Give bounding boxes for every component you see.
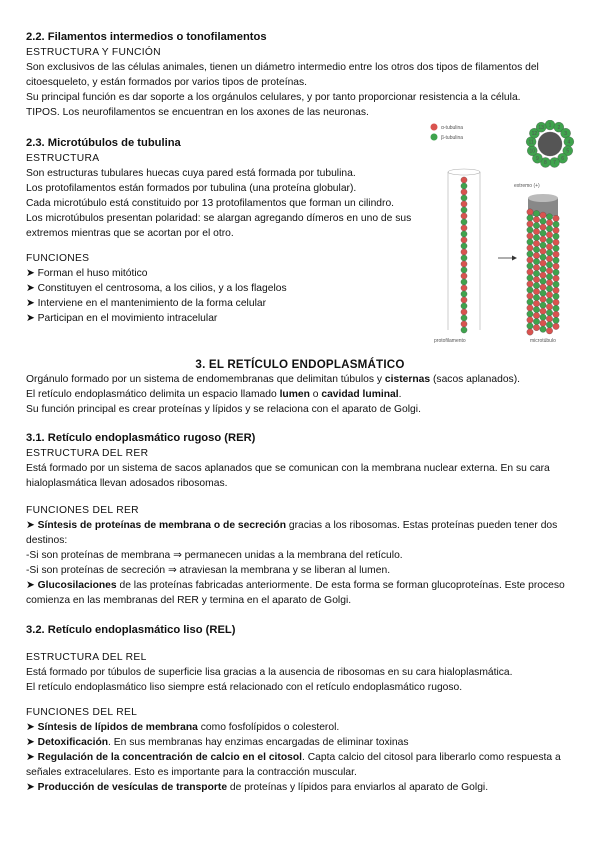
tubulin-dimer [546, 262, 552, 268]
tubulin-dimer [533, 228, 539, 234]
tubulin-dimer [546, 232, 552, 238]
ring-number: 5 [566, 148, 570, 155]
ring-number: 6 [561, 155, 564, 162]
tubulin-dimer [546, 238, 552, 244]
protofilament-subunit [461, 183, 467, 189]
tubulin-dimer [546, 304, 552, 310]
tubulin-dimer [533, 300, 539, 306]
paragraph: Está formado por un sistema de sacos aplanados que se comunican con la membrana nuclear externa. En su cara hialoplasmática llevan adosados ribosomas. [26, 463, 550, 489]
section-2-3 [26, 136, 426, 326]
tubulin-dimer [540, 236, 546, 242]
tubulin-dimer [533, 282, 539, 288]
tubulin-dimer [533, 240, 539, 246]
protofilament-column [448, 169, 480, 333]
tubulin-dimer [540, 230, 546, 236]
tubulin-dimer [540, 218, 546, 224]
protofilament-subunit [461, 213, 467, 219]
protofilament-subunit [461, 249, 467, 255]
ring-number: 9 [536, 155, 539, 162]
tubulin-dimer [546, 256, 552, 262]
tubulin-dimer [527, 233, 533, 239]
tubulin-dimer [553, 239, 559, 245]
section-subtitle: ESTRUCTURA Y FUNCIÓN [26, 47, 161, 58]
microtubule-cylinder [527, 194, 559, 335]
tubulin-dimer [533, 270, 539, 276]
tubulin-dimer [527, 305, 533, 311]
tubulin-dimer [553, 221, 559, 227]
tubulin-dimer [533, 246, 539, 252]
functions-title: FUNCIONES [26, 253, 90, 264]
list-item: ➤ Interviene en el mantenimiento de la forma celular [26, 296, 426, 311]
tubulin-dimer [546, 292, 552, 298]
ring-number: 8 [544, 160, 547, 167]
paragraph: Su función principal es crear proteínas y lípidos y se relaciona con el aparato de Golgi. [26, 404, 421, 415]
list-item: ➤ Detoxificación. En sus membranas hay enzimas encargadas de eliminar toxinas [26, 735, 574, 750]
ring-number: 10 [529, 148, 536, 155]
tubulin-dimer [533, 312, 539, 318]
tubulin-dimer [527, 209, 533, 215]
tubulin-dimer [546, 298, 552, 304]
tubulin-dimer [540, 302, 546, 308]
tubulin-dimer [533, 258, 539, 264]
chapter-title: 3. EL RETÍCULO ENDOPLASMÁTICO [195, 358, 405, 371]
list-item: ➤ Constituyen el centrosoma, a los cilios, y a los flagelos [26, 281, 426, 296]
tubulin-dimer [527, 329, 533, 335]
section-subtitle: ESTRUCTURA DEL RER [26, 448, 149, 459]
tubulin-dimer [546, 280, 552, 286]
ring-number: 7 [553, 160, 556, 167]
protofilament-subunit [461, 207, 467, 213]
tubulin-dimer [546, 244, 552, 250]
tubulin-dimer [546, 322, 552, 328]
ring-number: 13 [538, 124, 544, 131]
tubulin-dimer [533, 276, 539, 282]
legend-alpha-label: α-tubulina [441, 125, 464, 131]
tubulin-dimer [540, 248, 546, 254]
protofilament-subunit [461, 201, 467, 207]
section-title: 3.1. Retículo endoplasmático rugoso (RER) [26, 432, 256, 444]
tubulin-dimer [540, 266, 546, 272]
section-3-2 [26, 623, 574, 795]
paragraph: -Si son proteínas de membrana ⇒ permanecen unidas a la membrana del retículo. [26, 550, 403, 561]
tubulin-dimer [533, 294, 539, 300]
tubulin-dimer [553, 305, 559, 311]
protofilament-subunit [461, 327, 467, 333]
tubulin-dimer [540, 296, 546, 302]
protofilament-subunit [461, 285, 467, 291]
protofilament-subunit [461, 321, 467, 327]
tubulin-dimer [546, 316, 552, 322]
tubulin-dimer [527, 287, 533, 293]
tubulin-dimer [546, 214, 552, 220]
protofilament-subunit [461, 237, 467, 243]
ring-number: 1 [548, 122, 552, 129]
protofilament-subunit [461, 279, 467, 285]
plus-end-label: extremo (+) [514, 183, 540, 189]
tubulin-dimer [546, 286, 552, 292]
tubulin-dimer [533, 324, 539, 330]
microtubule-illustration [428, 120, 578, 346]
protofilament-subunit [461, 219, 467, 225]
paragraph: Son exclusivos de las células animales, tienen un diámetro intermedio entre los otros dos tipos de filamentos del citoesqueleto, y están formados por varios tipos de proteínas. [26, 62, 539, 88]
beta-tubulin-legend-icon [431, 134, 438, 141]
list-item: ➤ Forman el huso mitótico [26, 266, 426, 281]
tubulin-dimer [527, 281, 533, 287]
tubulin-dimer [540, 278, 546, 284]
tubulin-dimer [546, 274, 552, 280]
protofilament-subunit [461, 243, 467, 249]
ring-number: 2 [557, 124, 561, 131]
tubulin-dimer [540, 284, 546, 290]
tubulin-dimer [553, 281, 559, 287]
protofilament-subunit [461, 267, 467, 273]
tubulin-dimer [553, 245, 559, 251]
tubulin-dimer [553, 269, 559, 275]
list-item: ➤ Glucosilaciones de las proteínas fabricadas anteriormente. De esta forma se forman glucoproteínas. Este proceso comienza en las membranas del RER y termina en el aparato de Golgi. [26, 578, 574, 608]
protofilament-subunit [461, 255, 467, 261]
protofilament-subunit [461, 225, 467, 231]
list-item: ➤ Regulación de la concentración de calcio en el citosol. Capta calcio del citosol para liberarlo como respuesta a señales extracelulares. Esto es importante para la contracción muscular. [26, 750, 574, 780]
tubulin-dimer [533, 252, 539, 258]
tubulin-dimer [527, 299, 533, 305]
tubulin-dimer [546, 328, 552, 334]
paragraph: Los protofilamentos están formados por tubulina (una proteína globular). [26, 183, 357, 194]
tubulin-dimer [527, 317, 533, 323]
list-item: ➤ Síntesis de proteínas de membrana o de secreción gracias a los ribosomas. Estas proteínas pueden tener dos destinos: [26, 518, 574, 548]
list-item: ➤ Síntesis de lípidos de membrana como fosfolípidos o colesterol. [26, 720, 574, 735]
tubulin-dimer [540, 260, 546, 266]
paragraph: Cada microtúbulo está constituido por 13 protofilamentos que forman un cilindro. [26, 198, 395, 209]
paragraph: Está formado por túbulos de superficie lisa gracias a la ausencia de ribosomas en su cara hialoplasmática. [26, 667, 513, 678]
paragraph: El retículo endoplasmático liso siempre está relacionado con el retículo endoplasmático rugoso. [26, 682, 463, 693]
tubulin-dimer [533, 222, 539, 228]
protofilament-subunit [461, 189, 467, 195]
tubulin-dimer [527, 215, 533, 221]
tubulin-dimer [540, 326, 546, 332]
tubulin-dimer [533, 216, 539, 222]
tubulin-dimer [540, 308, 546, 314]
protofilament-subunit [461, 261, 467, 267]
tubulin-dimer [527, 293, 533, 299]
tubulin-dimer [533, 234, 539, 240]
tubulin-dimer [533, 306, 539, 312]
section-2-2 [26, 30, 574, 120]
tubulin-dimer [533, 264, 539, 270]
tubulin-dimer [527, 275, 533, 281]
tubulin-dimer [553, 317, 559, 323]
section-3 [26, 357, 574, 417]
tubulin-dimer [527, 269, 533, 275]
tubulin-dimer [553, 263, 559, 269]
tubulin-dimer [540, 242, 546, 248]
protofilament-subunit [461, 195, 467, 201]
paragraph: TIPOS. Los neurofilamentos se encuentran en los axones de las neuronas. [26, 107, 369, 118]
tubulin-dimer [553, 323, 559, 329]
tubulin-dimer [546, 220, 552, 226]
tubulin-dimer [546, 310, 552, 316]
tubulin-dimer [546, 268, 552, 274]
paragraph: El retículo endoplasmático delimita un espacio llamado lumen o cavidad luminal. [26, 389, 402, 400]
section-title: 3.2. Retículo endoplasmático liso (REL) [26, 624, 236, 636]
tubulin-dimer [527, 257, 533, 263]
tubulin-dimer [553, 251, 559, 257]
functions-title: FUNCIONES DEL REL [26, 707, 138, 718]
tubulin-dimer [553, 311, 559, 317]
tubulin-dimer [553, 215, 559, 221]
tubulin-dimer [553, 287, 559, 293]
arrow-head-icon [512, 256, 517, 261]
tubulin-dimer [540, 224, 546, 230]
tubulin-dimer [540, 272, 546, 278]
tubulin-dimer [533, 288, 539, 294]
microtubule-label: microtúbulo [530, 338, 556, 344]
paragraph: Los microtúbulos presentan polaridad: se alargan agregando dímeros en uno de sus extremos mientras que se acortan por el otro. [26, 213, 412, 239]
list-item: ➤ Producción de vesículas de transporte de proteínas y lípidos para enviarlos al aparato de Golgi. [26, 780, 574, 795]
legend-beta-label: β-tubulina [441, 135, 464, 141]
section-3-1 [26, 431, 574, 608]
microtubule-figure [428, 120, 578, 346]
section-title: 2.2. Filamentos intermedios o tonofilamentos [26, 31, 267, 43]
ring-number: 11 [528, 139, 534, 146]
protofilament-subunit [461, 273, 467, 279]
tubulin-dimer [553, 227, 559, 233]
protofilament-subunit [461, 315, 467, 321]
tubulin-dimer [546, 226, 552, 232]
list-item: ➤ Participan en el movimiento intracelular [26, 311, 426, 326]
tubulin-dimer [553, 275, 559, 281]
protofilament-subunit [461, 231, 467, 237]
tubulin-dimer [540, 290, 546, 296]
protofilament-subunit [461, 297, 467, 303]
tubulin-dimer [533, 210, 539, 216]
section-subtitle: ESTRUCTURA DEL REL [26, 652, 147, 663]
protofilament-subunit [461, 309, 467, 315]
ring-lumen [538, 132, 562, 156]
tubulin-dimer [553, 299, 559, 305]
tubulin-dimer [540, 320, 546, 326]
tubulin-dimer [553, 257, 559, 263]
paragraph: Su principal función es dar soporte a los orgánulos celulares, y por tanto proporcionar resistencia a la célula. [26, 92, 521, 103]
tubulin-dimer [527, 263, 533, 269]
paragraph: Son estructuras tubulares huecas cuya pared está formada por tubulina. [26, 168, 356, 179]
tubulin-dimer [553, 233, 559, 239]
tubulin-dimer [533, 318, 539, 324]
tubulin-dimer [527, 221, 533, 227]
tubulin-dimer [527, 311, 533, 317]
protofilament-subunit [461, 177, 467, 183]
protofilament-label: protofilamento [434, 338, 466, 344]
cross-section-ring [526, 120, 574, 167]
tubulin-dimer [527, 245, 533, 251]
ring-number: 3 [564, 130, 568, 137]
ring-number: 4 [567, 139, 571, 146]
functions-title: FUNCIONES DEL RER [26, 505, 139, 516]
protofilament-subunit [461, 291, 467, 297]
tubulin-dimer [527, 323, 533, 329]
tubulin-dimer [546, 250, 552, 256]
ring-number: 12 [531, 130, 538, 137]
paragraph: -Si son proteínas de secreción ⇒ atraviesan la membrana y se liberan al lumen. [26, 565, 391, 576]
tubulin-dimer [540, 254, 546, 260]
protofilament-subunit [461, 303, 467, 309]
tubulin-dimer [527, 251, 533, 257]
alpha-tubulin-legend-icon [431, 124, 438, 131]
tubulin-dimer [527, 227, 533, 233]
tubulin-dimer [540, 314, 546, 320]
paragraph: Orgánulo formado por un sistema de endomembranas que delimitan túbulos y cisternas (sacos aplanados). [26, 374, 520, 385]
tubulin-dimer [553, 293, 559, 299]
tubulin-dimer [540, 212, 546, 218]
section-title: 2.3. Microtúbulos de tubulina [26, 137, 181, 149]
section-subtitle: ESTRUCTURA [26, 153, 100, 164]
tubulin-dimer [527, 239, 533, 245]
